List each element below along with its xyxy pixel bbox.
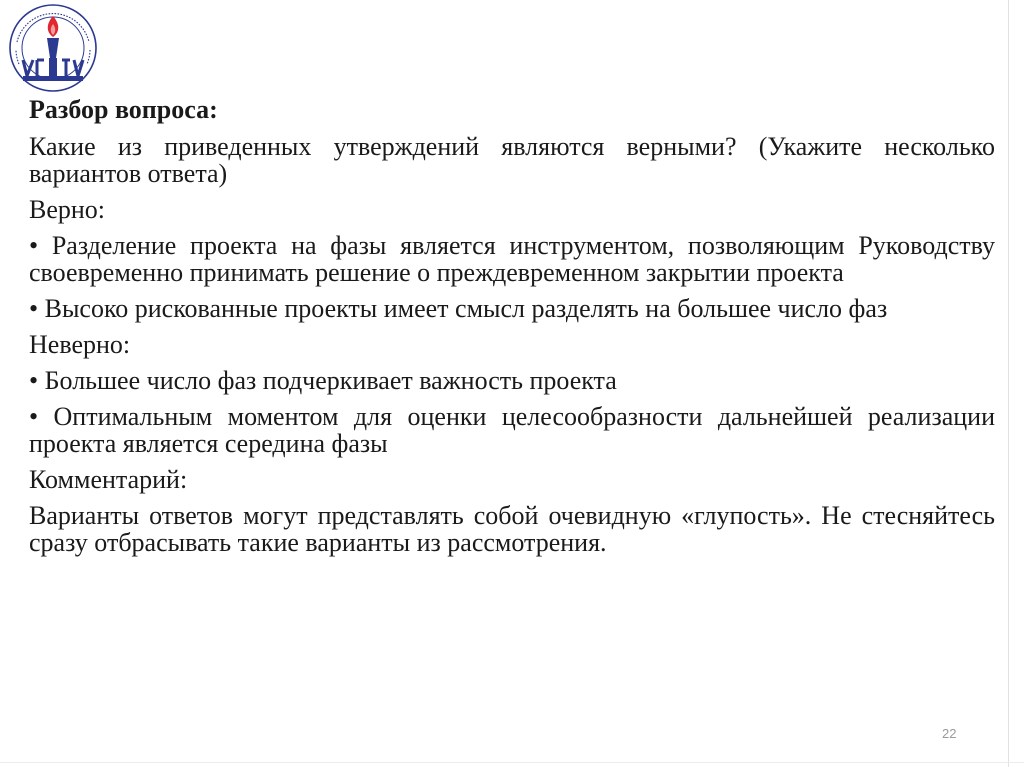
correct-label: Верно: bbox=[29, 195, 106, 224]
slide-title: Разбор вопроса: bbox=[29, 95, 218, 124]
incorrect-label: Неверно: bbox=[29, 330, 131, 359]
comment-label: Комментарий: bbox=[29, 465, 188, 494]
university-logo-icon bbox=[3, 2, 103, 98]
correct-item-2: • Высоко рискованные проекты имеет смысл разделять на большее число фаз bbox=[29, 294, 888, 323]
incorrect-item-2: • Оптимальным моментом для оценки целесообразности дальнейшей реализации проекта является середина фазы bbox=[29, 402, 995, 458]
page-number: 22 bbox=[942, 726, 957, 741]
slide-edge-right bbox=[1008, 0, 1009, 767]
incorrect-item-1: • Большее число фаз подчеркивает важность проекта bbox=[29, 366, 617, 395]
slide-content bbox=[29, 96, 995, 565]
comment-text: Варианты ответов могут представлять собой очевидную «глупость». Не стесняйтесь сразу отбрасывать такие варианты из рассмотрения. bbox=[29, 501, 995, 557]
question-text: Какие из приведенных утверждений являются верными? (Укажите несколько вариантов ответа) bbox=[29, 132, 995, 188]
correct-item-1: • Разделение проекта на фазы является инструментом, позволяющим Руководству своевременно принимать решение о преждевременном закрытии проекта bbox=[29, 231, 995, 287]
slide-edge-bottom bbox=[0, 762, 1024, 763]
